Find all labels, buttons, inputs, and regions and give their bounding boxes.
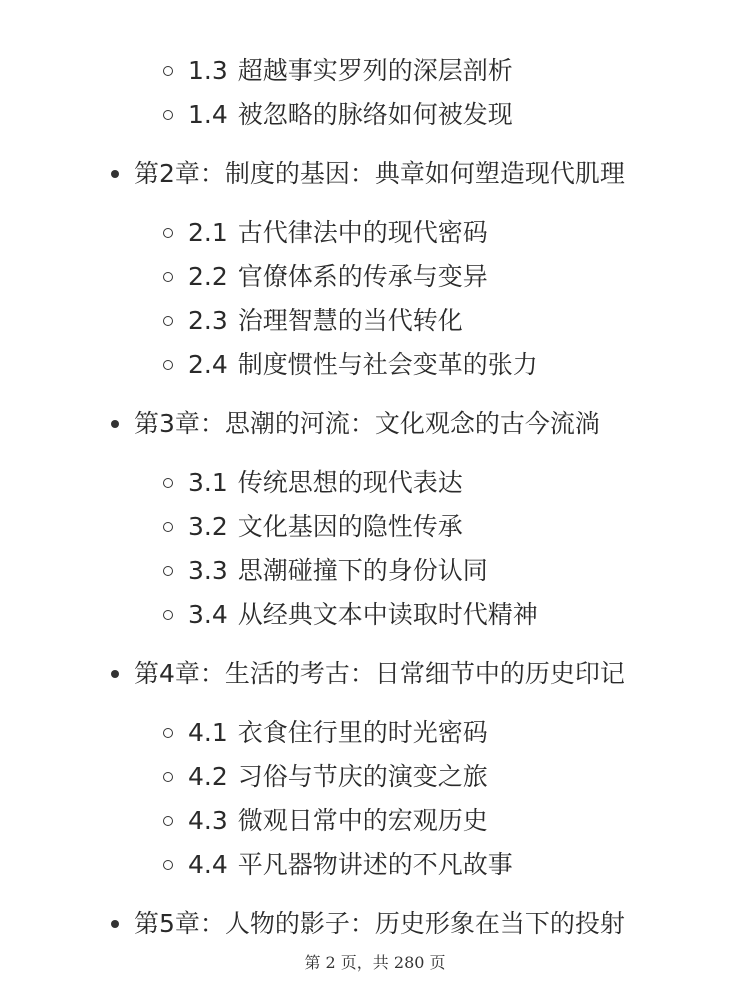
section-list [0,211,750,387]
section-number: 3.4 [188,600,228,629]
section-item [0,93,750,137]
section-title: 官僚体系的传承与变异 [237,262,488,291]
section-item [0,255,750,299]
section-number: 4.3 [188,806,228,835]
spacer [0,137,750,151]
section-number: 2.2 [188,262,228,291]
section-group [0,711,750,887]
section-number: 4.2 [188,762,228,791]
section-title: 文化基因的隐性传承 [237,512,463,541]
spacer [0,447,750,461]
section-group [0,211,750,387]
section-item [0,299,750,343]
section-item [0,549,750,593]
chapter-item [0,151,750,197]
section-number: 3.2 [188,512,228,541]
section-item [0,211,750,255]
chapter-title: 第3章：思潮的河流：文化观念的古今流淌 [134,409,600,438]
hollow-bullet-icon [163,110,173,120]
filled-bullet-icon [111,420,119,428]
section-number: 3.3 [188,556,228,585]
section-list [0,461,750,637]
spacer [0,197,750,211]
filled-bullet-icon [111,170,119,178]
filled-bullet-icon [111,920,119,928]
chapter-title: 第2章：制度的基因：典章如何塑造现代肌理 [134,159,625,188]
section-item [0,799,750,843]
hollow-bullet-icon [163,728,173,738]
section-item [0,49,750,93]
section-title: 治理智慧的当代转化 [237,306,463,335]
section-number: 2.3 [188,306,228,335]
hollow-bullet-icon [163,816,173,826]
section-number: 1.4 [188,100,228,129]
section-item [0,343,750,387]
section-title: 衣食住行里的时光密码 [237,718,488,747]
section-title: 被忽略的脉络如何被发现 [237,100,513,129]
section-title: 从经典文本中读取时代精神 [237,600,538,629]
section-number: 1.3 [188,56,228,85]
chapter-title: 第5章：人物的影子：历史形象在当下的投射 [134,909,625,938]
section-group [0,461,750,637]
hollow-bullet-icon [163,610,173,620]
section-title: 古代律法中的现代密码 [237,218,488,247]
chapter-title: 第4章：生活的考古：日常细节中的历史印记 [134,659,625,688]
chapter-item [0,651,750,697]
spacer [0,387,750,401]
section-title: 制度惯性与社会变革的张力 [237,350,538,379]
lead-section-list [0,49,750,137]
section-list [0,711,750,887]
table-of-contents [0,49,750,947]
section-number: 3.1 [188,468,228,497]
section-item [0,755,750,799]
hollow-bullet-icon [163,272,173,282]
section-item [0,593,750,637]
spacer [0,887,750,901]
hollow-bullet-icon [163,772,173,782]
section-title: 微观日常中的宏观历史 [237,806,488,835]
section-title: 习俗与节庆的演变之旅 [237,762,488,791]
chapter-item [0,901,750,947]
hollow-bullet-icon [163,566,173,576]
chapter-list [0,137,750,947]
hollow-bullet-icon [163,316,173,326]
section-number: 2.1 [188,218,228,247]
section-number: 4.4 [188,850,228,879]
section-item [0,843,750,887]
hollow-bullet-icon [163,860,173,870]
section-title: 思潮碰撞下的身份认同 [237,556,488,585]
section-title: 传统思想的现代表达 [237,468,463,497]
section-item [0,711,750,755]
spacer [0,637,750,651]
hollow-bullet-icon [163,360,173,370]
section-item [0,461,750,505]
hollow-bullet-icon [163,522,173,532]
section-title: 平凡器物讲述的不凡故事 [237,850,513,879]
spacer [0,697,750,711]
section-item [0,505,750,549]
filled-bullet-icon [111,670,119,678]
chapter-item [0,401,750,447]
hollow-bullet-icon [163,66,173,76]
section-number: 2.4 [188,350,228,379]
section-title: 超越事实罗列的深层剖析 [237,56,513,85]
hollow-bullet-icon [163,478,173,488]
hollow-bullet-icon [163,228,173,238]
section-number: 4.1 [188,718,228,747]
page-footer: 第 2 页，共 280 页 [304,953,446,972]
